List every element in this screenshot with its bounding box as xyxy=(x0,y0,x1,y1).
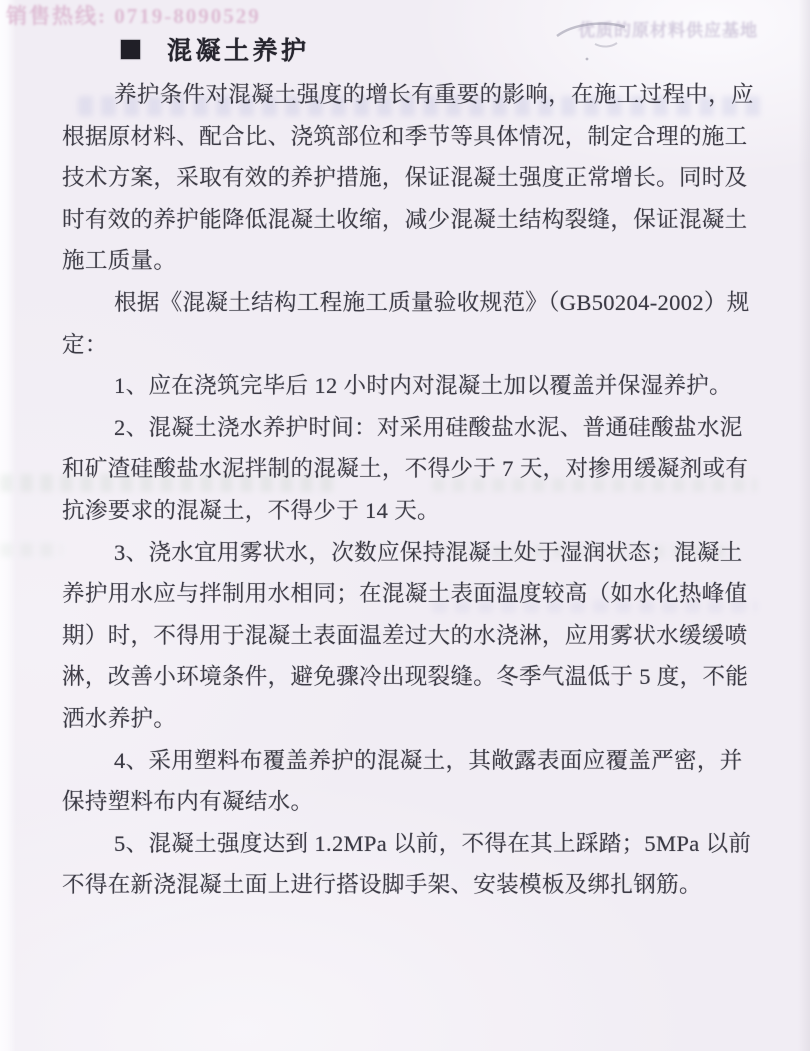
text-line: 淋，改善小环境条件，避免骤冷出现裂缝。冬季气温低于 5 度，不能 xyxy=(62,664,749,690)
section-heading xyxy=(121,31,310,67)
text-line: 根据原材料、配合比、浇筑部位和季节等具体情况，制定合理的施工 xyxy=(62,123,748,149)
text-line: 5、混凝土强度达到 1.2MPa 以前，不得在其上踩踏；5MPa 以前 xyxy=(114,830,752,856)
document-body xyxy=(62,74,754,906)
bleedthrough-blob xyxy=(0,543,62,557)
text-line: 定： xyxy=(62,331,108,357)
text-line: 保持塑料布内有凝结水。 xyxy=(62,789,314,815)
text-line: 期）时，不得用于混凝土表面温差过大的水浇淋，应用雾状水缓缓喷 xyxy=(62,622,748,648)
corner-bleedthrough-text: 优质的原材料供应基地 xyxy=(578,21,758,40)
text-line: 养护条件对混凝土强度的增长有重要的影响，在施工过程中，应 xyxy=(114,82,754,107)
text-line: 4、采用塑料布覆盖养护的混凝土，其敞露表面应覆盖严密，并 xyxy=(114,747,743,773)
phone-bleedthrough-text: 销售热线: 0719-8090529 xyxy=(6,4,261,28)
text-line: 施工质量。 xyxy=(62,248,177,274)
text-line: 1、应在浇筑完毕后 12 小时内对混凝土加以覆盖并保湿养护。 xyxy=(114,373,733,399)
square-bullet-icon xyxy=(121,40,140,59)
pen-stroke-mark xyxy=(545,14,640,64)
text-line: 不得在新浇混凝土面上进行搭设脚手架、安装模板及绑扎钢筋。 xyxy=(62,872,702,898)
text-line: 抗渗要求的混凝土，不得少于 14 天。 xyxy=(62,497,440,523)
text-line: 和矿渣硅酸盐水泥拌制的混凝土，不得少于 7 天，对掺用缓凝剂或有 xyxy=(62,456,749,482)
text-line: 2、混凝土浇水养护时间：对采用硅酸盐水泥、普通硅酸盐水泥 xyxy=(114,414,743,440)
text-line: 根据《混凝土结构工程施工质量验收规范》（GB50204-2002）规 xyxy=(114,289,750,315)
text-line: 时有效的养护能降低混凝土收缩，减少混凝土结构裂缝，保证混凝土 xyxy=(62,206,748,232)
text-line: 养护用水应与拌制用水相同；在混凝土表面温度较高（如水化热峰值 xyxy=(62,581,748,607)
text-line: 洒水养护。 xyxy=(62,705,177,731)
section-title: 混凝土养护 xyxy=(167,38,310,65)
text-line: 技术方案，采取有效的养护措施，保证混凝土强度正常增长。同时及 xyxy=(62,165,748,191)
text-line: 3、浇水宜用雾状水，次数应保持混凝土处于湿润状态；混凝土 xyxy=(114,539,743,565)
